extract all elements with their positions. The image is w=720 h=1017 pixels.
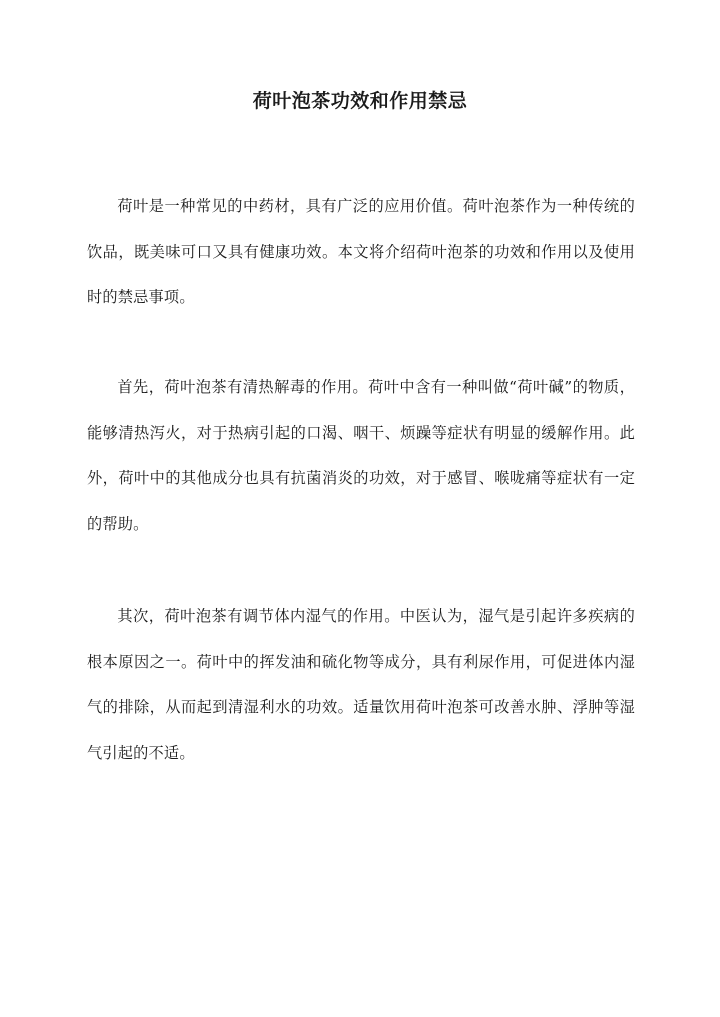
paragraph-intro: 荷叶是一种常见的中药材，具有广泛的应用价值。荷叶泡茶作为一种传统的饮品，既美味可口又具有健康功效。本文将介绍荷叶泡茶的功效和作用以及使用时的禁忌事项。: [87, 197, 635, 306]
paragraph-dampness: 其次，荷叶泡茶有调节体内湿气的作用。中医认为，湿气是引起许多疾病的根本原因之一。荷叶中的挥发油和硫化物等成分，具有利尿作用，可促进体内湿气的排除，从而起到清湿利水的功效。适量饮用荷叶泡茶可改善水肿、浮肿等湿气引起的不适。: [87, 607, 635, 762]
paragraph-heat-clearing: 首先，荷叶泡茶有清热解毒的作用。荷叶中含有一种叫做“荷叶碱”的物质，能够清热泻火，对于热病引起的口渴、咽干、烦躁等症状有明显的缓解作用。此外，荷叶中的其他成分也具有抗菌消炎的功效，对于感冒、喉咙痛等症状有一定的帮助。: [87, 378, 635, 533]
document-title: 荷叶泡茶功效和作用禁忌: [252, 90, 468, 112]
